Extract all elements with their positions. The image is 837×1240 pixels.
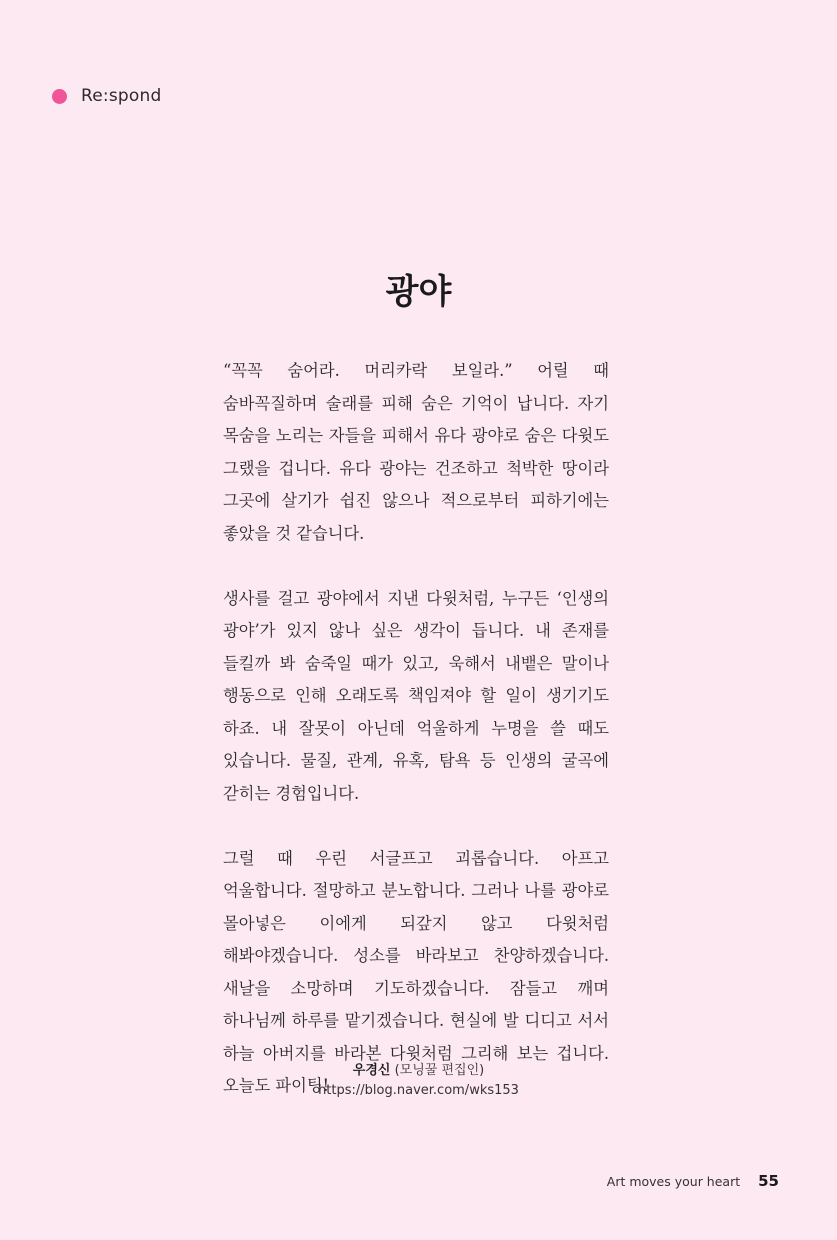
article-title: 광야 <box>385 272 452 312</box>
section-label: Re:spond <box>81 86 162 106</box>
author-block <box>0 1061 837 1101</box>
article-body <box>223 355 609 1103</box>
page-footer <box>607 1172 779 1190</box>
article-paragraph: 그럴 때 우린 서글프고 괴롭습니다. 아프고 억울합니다. 절망하고 분노합니다. 그러나 나를 광야로 몰아넣은 이에게 되갚지 않고 다윗처럼 해봐야겠습니다. 성소를 바라보고 찬양하겠습니다. 새날을 소망하며 기도하겠습니다. 잠들고 깨며 하나님께 하루를 맡기겠습니다. 현실에 발 디디고 서서 하늘 아버지를 바라본 다윗처럼 그리해 보는 겁니다. 오늘도 파이팅! <box>223 848 609 1095</box>
page-number: 55 <box>758 1172 779 1190</box>
article-paragraph: 생사를 걸고 광야에서 지낸 다윗처럼, 누구든 ‘인생의 광야’가 있지 않나 싶은 생각이 듭니다. 내 존재를 들킬까 봐 숨죽일 때가 있고, 욱해서 내뱉은 말이나 행동으로 인해 오래도록 책임져야 할 일이 생기기도 하죠. 내 잘못이 아닌데 억울하게 누명을 쓸 때도 있습니다. 물질, 관계, 유혹, 탐욕 등 인생의 굴곡에 갇히는 경험입니다. <box>223 588 609 803</box>
article-paragraph: “꼭꼭 숨어라. 머리카락 보일라.” 어릴 때 숨바꼭질하며 술래를 피해 숨은 기억이 납니다. 자기 목숨을 노리는 자들을 피해서 유다 광야로 숨은 다윗도 그랬을 겁니다. 유다 광야는 건조하고 척박한 땅이라 그곳에 살기가 쉽진 않으나 적으로부터 피하기에는 좋았을 것 같습니다. <box>223 361 609 543</box>
author-role: (모닝꿀 편집인) <box>394 1063 485 1078</box>
section-dot-icon <box>52 89 67 104</box>
author-line <box>0 1061 837 1081</box>
section-tag <box>52 86 161 106</box>
author-name: 우경신 <box>352 1063 391 1078</box>
author-blog-link[interactable]: https://blog.naver.com/wks153 <box>318 1083 519 1098</box>
footer-tagline: Art moves your heart <box>606 1174 741 1189</box>
